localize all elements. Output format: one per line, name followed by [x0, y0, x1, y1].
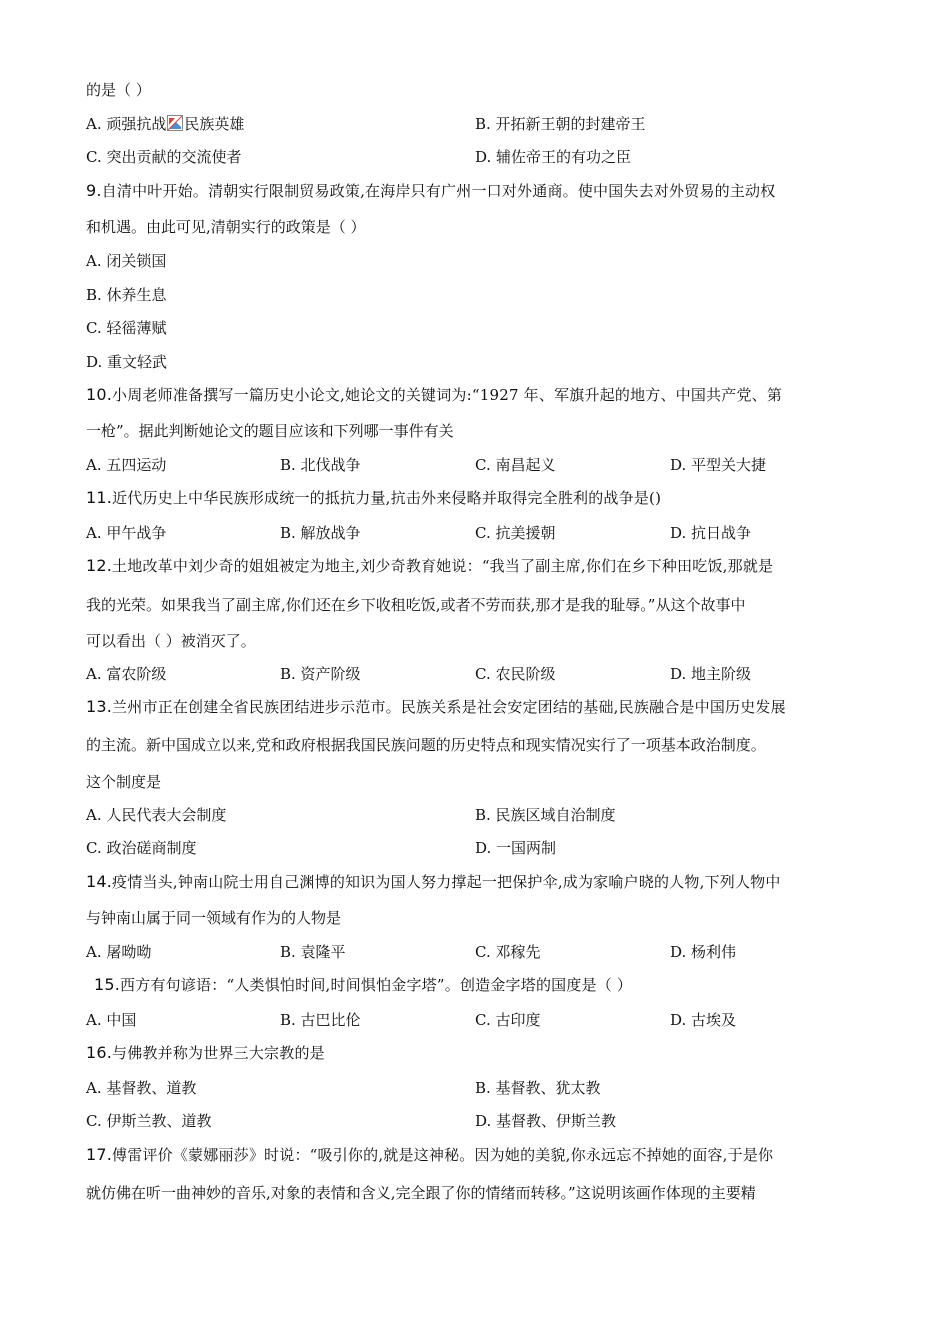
- q14-stem-line1: 14.疫情当头,钟南山院士用自己渊博的知识为国人努力撑起一把保护伞,成为家喻户晓的人物,下列人物中: [86, 872, 781, 891]
- q13-option-d: D. 一国两制: [475, 839, 557, 857]
- q12-option-a: A. 富农阶级: [86, 665, 167, 683]
- q10-number: 10.: [86, 385, 113, 404]
- q11-number: 11.: [86, 488, 113, 507]
- q14-option-c: C. 邓稼先: [475, 943, 541, 961]
- q12-stem-line3: 可以看出（ ）被消灭了。: [86, 632, 256, 650]
- q11-option-a: A. 甲午战争: [86, 524, 167, 542]
- q9-option-b: B. 休养生息: [86, 286, 167, 304]
- q15-option-a: A. 中国: [86, 1011, 137, 1029]
- q10-option-a: A. 五四运动: [86, 456, 167, 474]
- q11-stem-line1: 11.近代历史上中华民族形成统一的抵抗力量,抗击外来侵略并取得完全胜利的战争是(): [86, 488, 662, 507]
- q9-number: 9.: [86, 181, 102, 200]
- q8-option-c: C. 突出贡献的交流使者: [86, 148, 242, 166]
- q14-stem-line2: 与钟南山属于同一领域有作为的人物是: [86, 909, 342, 927]
- q8-option-d: D. 辅佐帝王的有功之臣: [475, 148, 632, 166]
- q11-option-c: C. 抗美援朝: [475, 524, 556, 542]
- q11-option-b: B. 解放战争: [280, 524, 361, 542]
- q13-option-b: B. 民族区域自治制度: [475, 806, 616, 824]
- q13-stem-line1: 13.兰州市正在创建全省民族团结进步示范市。民族关系是社会安定团结的基础,民族融合是中国历史发展: [86, 697, 786, 716]
- q16-stem-line1: 16.与佛教并称为世界三大宗教的是: [86, 1043, 325, 1062]
- q9-option-c: C. 轻徭薄赋: [86, 319, 167, 337]
- q15-option-b: B. 古巴比伦: [280, 1011, 361, 1029]
- q15-number: 15.: [94, 975, 121, 994]
- q12-number: 12.: [86, 556, 113, 575]
- q17-stem-line1: 17.傅雷评价《蒙娜丽莎》时说：“吸引你的,就是这神秘。因为她的美貌,你永远忘不掉她的面容,于是你: [86, 1145, 774, 1164]
- q14-option-a: A. 屠呦呦: [86, 943, 152, 961]
- q10-stem-line1: 10.小周老师准备撰写一篇历史小论文,她论文的关键词为:“1927 年、军旗升起的地方、中国共产党、第: [86, 385, 783, 404]
- q15-stem-line1: 15.西方有句谚语：“人类惧怕时间,时间惧怕金字塔”。创造金字塔的国度是（ ）: [94, 975, 633, 994]
- q9-option-d: D. 重文轻武: [86, 353, 168, 371]
- q12-stem-line2: 我的光荣。如果我当了副主席,你们还在乡下收租吃饭,或者不劳而获,那才是我的耻辱。”从这个故事中: [86, 596, 746, 614]
- q14-number: 14.: [86, 872, 113, 891]
- q8-option-a: A. 顽强抗战 民族英雄: [86, 115, 245, 133]
- q15-option-d: D. 古埃及: [670, 1011, 737, 1029]
- q13-stem-line3: 这个制度是: [86, 773, 162, 791]
- q17-stem-line2: 就仿佛在听一曲神妙的音乐,对象的表情和含义,完全跟了你的情绪而转移。”这说明该画作体现的主要精: [86, 1184, 756, 1202]
- q14-option-d: D. 杨利伟: [670, 943, 737, 961]
- q13-option-a: A. 人民代表大会制度: [86, 806, 227, 824]
- q14-option-b: B. 袁隆平: [280, 943, 346, 961]
- q16-option-d: D. 基督教、伊斯兰教: [475, 1112, 617, 1130]
- q12-option-b: B. 资产阶级: [280, 665, 361, 683]
- q10-stem-line2: 一枪”。据此判断她论文的题目应该和下列哪一事件有关: [86, 422, 454, 440]
- q16-option-b: B. 基督教、犹太教: [475, 1079, 601, 1097]
- q16-number: 16.: [86, 1043, 113, 1062]
- q10-option-d: D. 平型关大捷: [670, 456, 767, 474]
- q10-option-c: C. 南昌起义: [475, 456, 556, 474]
- q9-option-a: A. 闭关锁国: [86, 252, 167, 270]
- q9-stem-line2: 和机遇。由此可见,清朝实行的政策是（ ）: [86, 218, 366, 236]
- q13-stem-line2: 的主流。新中国成立以来,党和政府根据我国民族问题的历史特点和现实情况实行了一项基本政治制度。: [86, 736, 766, 754]
- q12-stem-line1: 12.土地改革中刘少奇的姐姐被定为地主,刘少奇教育她说：“我当了副主席,你们在乡下种田吃饭,那就是: [86, 556, 774, 575]
- q10-option-b: B. 北伐战争: [280, 456, 361, 474]
- q8-stem-tail: 的是（ ）: [86, 81, 151, 99]
- broken-image-icon: [167, 115, 183, 131]
- q13-option-c: C. 政治磋商制度: [86, 839, 197, 857]
- q8-option-b: B. 开拓新王朝的封建帝王: [475, 115, 646, 133]
- q11-option-d: D. 抗日战争: [670, 524, 752, 542]
- q16-option-a: A. 基督教、道教: [86, 1079, 197, 1097]
- q12-option-d: D. 地主阶级: [670, 665, 752, 683]
- q17-number: 17.: [86, 1145, 113, 1164]
- q13-number: 13.: [86, 697, 113, 716]
- q16-option-c: C. 伊斯兰教、道教: [86, 1112, 212, 1130]
- q9-stem-line1: 9.自清中叶开始。清朝实行限制贸易政策,在海岸只有广州一口对外通商。使中国失去对外贸易的主动权: [86, 181, 776, 200]
- q15-option-c: C. 古印度: [475, 1011, 541, 1029]
- q12-option-c: C. 农民阶级: [475, 665, 556, 683]
